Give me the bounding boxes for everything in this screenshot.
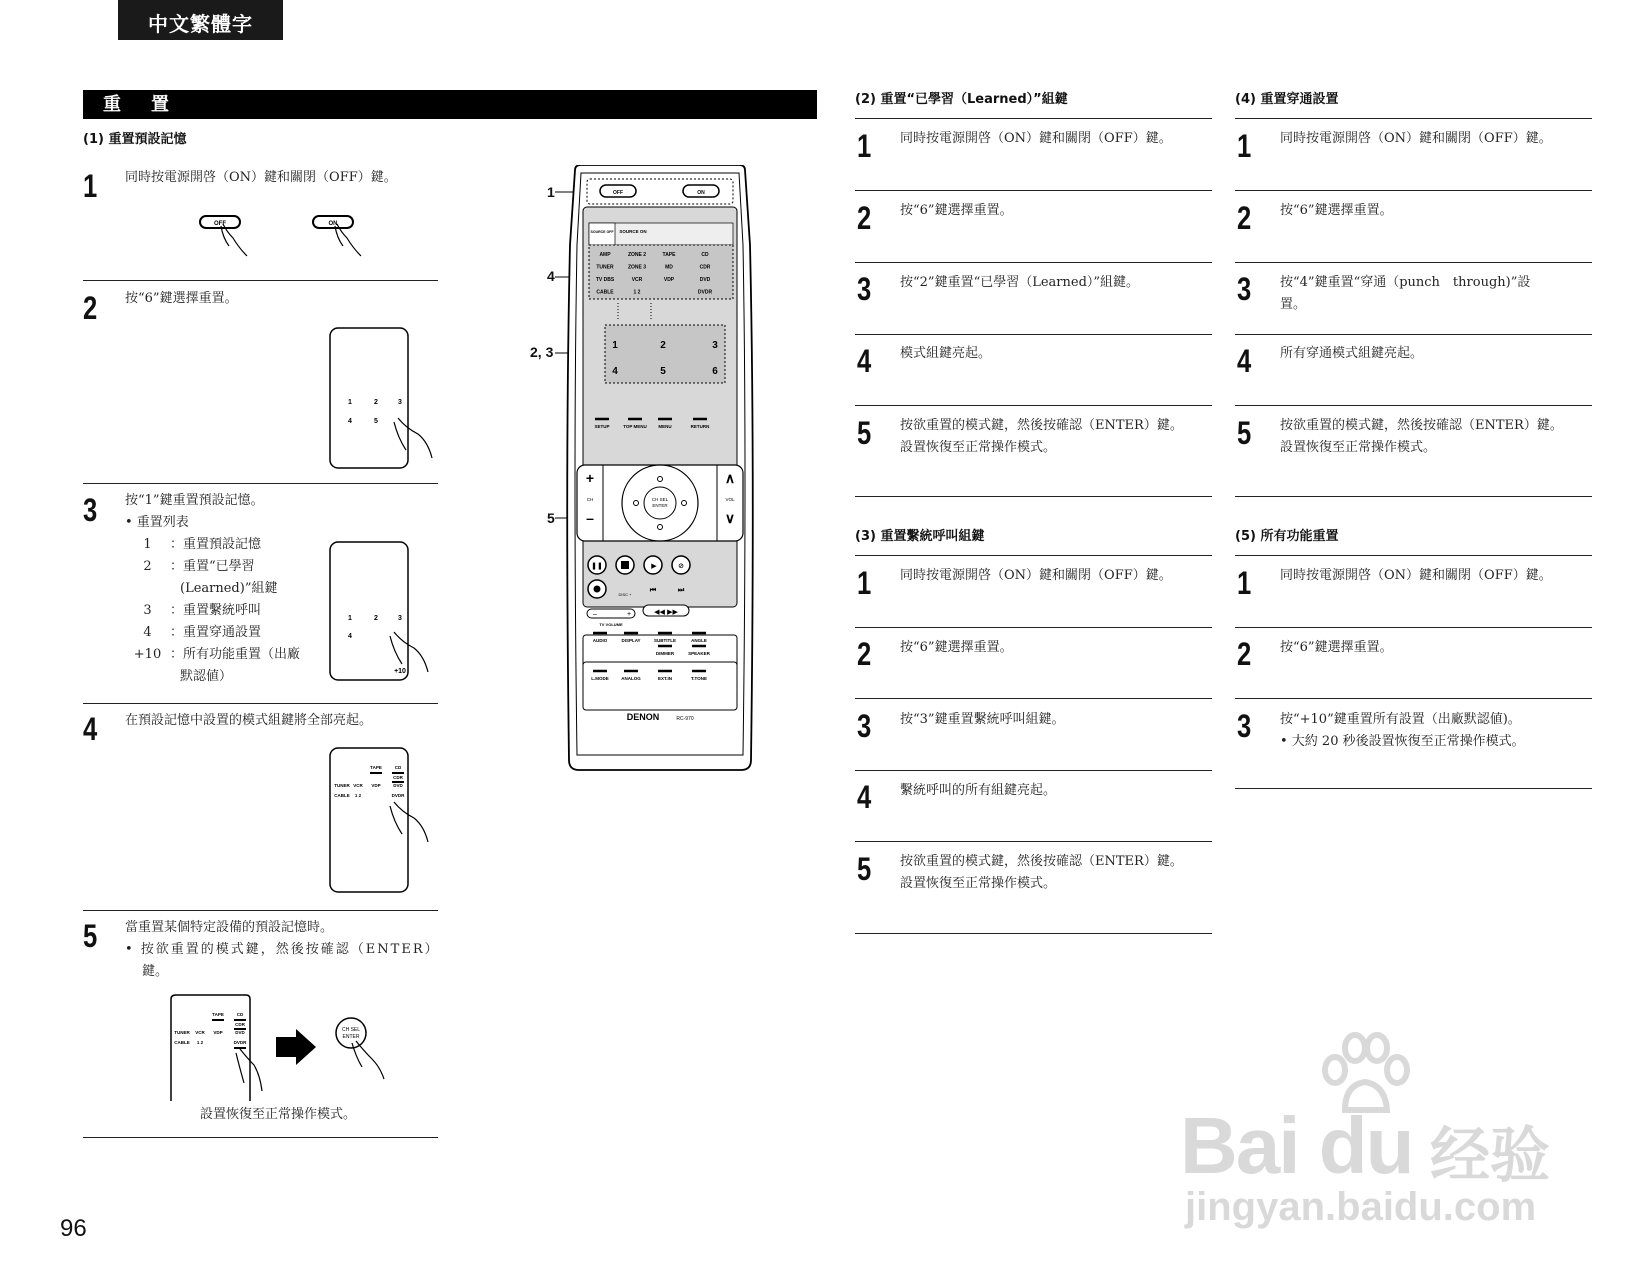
skip-forward-icon: ⏭ xyxy=(677,586,685,594)
function-key: DIMMER xyxy=(655,651,675,656)
dvdr-label: DVDR xyxy=(233,1040,247,1045)
source-key: CABLE xyxy=(596,289,614,296)
source-key: TAPE xyxy=(662,252,676,258)
step-text-cont: 設置恢復至正常操作模式。 xyxy=(900,440,1057,455)
list-key xyxy=(125,578,180,600)
step-text-cont: 設置恢復至正常操作模式。 xyxy=(1280,440,1437,455)
cable-label: CABLE xyxy=(334,793,350,798)
function-key: DISPLAY xyxy=(621,638,641,643)
list-label: 默認値） xyxy=(180,669,233,684)
step-text: 同時按電源開啓（ON）鍵和關閉（OFF）鍵。 xyxy=(900,568,1172,583)
source-key: VDP xyxy=(663,277,675,283)
play-icon: ▶ xyxy=(651,562,657,570)
key-3: 3 xyxy=(398,615,402,622)
vdp-label: VDP xyxy=(371,783,381,788)
step-text: 按欲重置的模式鍵，然後按確認（ENTER）鍵。 xyxy=(1280,418,1563,433)
step-text: 按“3”鍵重置繫統呼叫組鍵。 xyxy=(900,712,1065,727)
reset-list xyxy=(125,534,300,688)
divider xyxy=(83,483,438,484)
brand-logo: DENON xyxy=(626,712,660,722)
source-key: DVDR xyxy=(697,289,713,296)
dvd-label: DVD xyxy=(235,1030,245,1035)
cdr-label: CDR xyxy=(235,1022,245,1027)
step-text: 同時按電源開啓（ON）鍵和關閉（OFF）鍵。 xyxy=(125,170,397,185)
minus-icon: – xyxy=(586,510,594,526)
step-text: 按“2”鍵重置“已學習（Learned）”組鍵。 xyxy=(900,275,1140,290)
list-key: +10 xyxy=(133,647,162,662)
step-text: 按“6”鍵選擇重置。 xyxy=(1280,203,1393,218)
divider xyxy=(1235,496,1592,497)
source-on-label: SOURCE ON xyxy=(619,229,647,234)
remote-ch-sel-label: CH SEL xyxy=(651,497,669,502)
rewind-forward-icon: ◀◀ ▶▶ xyxy=(654,608,678,616)
mute-icon: ⊘ xyxy=(678,562,684,570)
source-key: VCR xyxy=(631,277,643,283)
function-key: T.TONE xyxy=(691,676,707,681)
number-key: 2 xyxy=(660,340,666,351)
list-label: ：重置繫統呼叫 xyxy=(170,603,262,618)
source-off-label: SOURCE OFF xyxy=(590,230,614,234)
source-key: ZONE 3 xyxy=(627,264,647,271)
key-1: 1 xyxy=(348,399,352,406)
remote-off-label: OFF xyxy=(613,190,623,196)
step-number: 3 xyxy=(1237,271,1252,307)
subtitle-reset-preset: (1) 重置預設記憶 xyxy=(83,132,187,147)
list-label: ：重置“已學習 xyxy=(170,559,255,574)
step-number: 5 xyxy=(857,415,872,451)
section-title: 重 置 xyxy=(83,90,817,119)
step-text: 按“6”鍵選擇重置。 xyxy=(1280,640,1393,655)
step-text-cont: 設置恢復至正常操作模式。 xyxy=(900,876,1057,891)
number-key: 4 xyxy=(612,366,618,377)
tv-vol-minus-icon: – xyxy=(593,611,597,618)
step-number: 1 xyxy=(857,128,872,164)
step-text: 按“4”鍵重置“穿通（punch through)”設 xyxy=(1280,275,1531,290)
callout-1: 1 xyxy=(547,184,555,200)
step-number: 1 xyxy=(83,168,98,204)
remote-enter-label: ENTER xyxy=(652,503,668,508)
cd-label: CD xyxy=(236,1012,244,1017)
plus-icon: + xyxy=(585,470,595,486)
source-key: TV DBS xyxy=(595,277,615,283)
pause-icon: ❚❚ xyxy=(591,562,603,570)
step-number: 5 xyxy=(83,918,98,954)
source-key: CD xyxy=(701,252,709,258)
divider xyxy=(1235,118,1592,119)
remote-screen-illustration xyxy=(328,540,438,685)
watermark-logo: Bai du xyxy=(1180,1101,1413,1190)
step-number: 2 xyxy=(1237,200,1252,236)
source-key: MD xyxy=(665,264,673,271)
list-key: 2 xyxy=(143,559,152,574)
callout-2-3: 2, 3 xyxy=(530,344,554,360)
divider xyxy=(855,334,1212,335)
vcr-label: VCR xyxy=(195,1030,205,1035)
step-text: 按欲重置的模式鍵，然後按確認（ENTER）鍵。 xyxy=(900,854,1183,869)
subtitle-reset-punch-through: (4) 重置穿通設置 xyxy=(1235,92,1339,107)
key-1: 1 xyxy=(348,615,352,622)
step-text: 按“6”鍵選擇重置。 xyxy=(900,203,1013,218)
step-number: 1 xyxy=(1237,128,1252,164)
divider xyxy=(1235,788,1592,789)
tv-volume-label: TV VOLUME xyxy=(599,622,623,627)
divider xyxy=(855,496,1212,497)
ch-label: CH xyxy=(586,497,594,502)
key-4: 4 xyxy=(348,633,352,640)
model-label: RC-970 xyxy=(676,716,694,722)
step-number: 5 xyxy=(1237,415,1252,451)
step-text: 按欲重置的模式鍵，然後按確認（ENTER）鍵。 xyxy=(900,418,1183,433)
divider xyxy=(1235,698,1592,699)
tv-vol-plus-icon: + xyxy=(627,611,632,618)
divider xyxy=(1235,555,1592,556)
step-number: 3 xyxy=(1237,708,1252,744)
function-key: EXT.IN xyxy=(657,676,673,681)
cdr-label: CDR xyxy=(393,775,403,780)
divider xyxy=(83,910,438,911)
function-key: AUDIO xyxy=(592,638,608,643)
step-bullet: • 按欲重置的模式鍵，然後按確認（ENTER） xyxy=(125,942,440,957)
number-key: 6 xyxy=(712,366,718,377)
vcr-label: VCR xyxy=(353,783,363,788)
step-text: 模式組鍵亮起。 xyxy=(900,346,992,361)
step-number: 1 xyxy=(1237,565,1252,601)
step-number: 2 xyxy=(1237,636,1252,672)
step-text: 按“1”鍵重置預設記憶。 xyxy=(125,493,264,508)
enter-label: ENTER xyxy=(342,1034,360,1040)
subtitle-reset-learned: (2) 重置“已學習（Learned）”組鍵 xyxy=(855,92,1068,107)
remote-on-label: ON xyxy=(697,190,705,196)
source-key: DVD xyxy=(699,277,711,283)
disc-label: DISC + xyxy=(618,592,632,597)
remote-control-illustration xyxy=(555,165,765,775)
divider xyxy=(1235,405,1592,406)
cable-label: CABLE xyxy=(174,1040,190,1045)
reset-list-heading: • 重置列表 xyxy=(125,515,189,530)
step-bullet: • 大約 20 秒後設置恢復至正常操作模式。 xyxy=(1280,734,1525,749)
step-text: 同時按電源開啓（ON）鍵和關閉（OFF）鍵。 xyxy=(900,131,1172,146)
tuner-label: TUNER xyxy=(334,783,350,788)
list-label: ：重置預設記憶 xyxy=(170,537,262,552)
down-chevron-icon: ∨ xyxy=(724,510,736,526)
watermark xyxy=(1180,1030,1580,1230)
source-key: AMP xyxy=(599,252,611,258)
divider xyxy=(1235,262,1592,263)
on-label: ON xyxy=(328,221,338,227)
divider xyxy=(1235,627,1592,628)
list-key xyxy=(125,666,180,688)
remote-screen-illustration xyxy=(328,326,438,471)
vol-label: VOL xyxy=(725,497,735,502)
key-plus10: +10 xyxy=(394,668,406,675)
divider xyxy=(855,698,1212,699)
step-number: 1 xyxy=(857,565,872,601)
remote-screen-illustration xyxy=(328,746,438,896)
divider xyxy=(855,190,1212,191)
off-label: OFF xyxy=(214,221,226,227)
tuner-label: TUNER xyxy=(174,1030,190,1035)
key-5: 5 xyxy=(374,418,378,425)
list-key: 4 xyxy=(143,625,152,640)
step-number: 5 xyxy=(857,851,872,887)
step-text: 繫統呼叫的所有組鍵亮起。 xyxy=(900,783,1057,798)
one2-label: 1 2 xyxy=(196,1040,204,1045)
divider xyxy=(855,405,1212,406)
list-label: ：所有功能重置（出廠 xyxy=(170,647,301,662)
step-text: 按“+10”鍵重置所有設置（出廠默認値)。 xyxy=(1280,712,1521,727)
number-key: 5 xyxy=(660,366,666,377)
source-key: CDR xyxy=(699,264,711,271)
step-text: 同時按電源開啓（ON）鍵和關閉（OFF）鍵。 xyxy=(1280,131,1552,146)
step-number: 4 xyxy=(857,343,872,379)
menu-key: SETUP xyxy=(594,424,610,429)
step-bullet-cont: 鍵。 xyxy=(142,964,169,979)
step-number: 3 xyxy=(857,271,872,307)
number-key: 1 xyxy=(612,340,618,351)
step-text: 在預設記憶中設置的模式組鍵將全部亮起。 xyxy=(125,713,373,728)
page-number: 96 xyxy=(60,1215,87,1242)
list-label: ：重置穿通設置 xyxy=(170,625,262,640)
step-number: 4 xyxy=(83,711,98,747)
divider xyxy=(83,703,438,704)
menu-key: RETURN xyxy=(690,424,710,429)
step-text: 按“6”鍵選擇重置。 xyxy=(125,291,238,306)
source-key: ZONE 2 xyxy=(627,252,647,258)
caption: 設置恢復至正常操作模式。 xyxy=(200,1107,357,1122)
up-chevron-icon: ∧ xyxy=(724,470,736,486)
step-text: 所有穿通模式組鍵亮起。 xyxy=(1280,346,1424,361)
one2-label: 1 2 xyxy=(354,793,362,798)
function-key: ANALOG xyxy=(621,676,641,681)
menu-key: TOP MENU xyxy=(623,424,647,429)
ch-sel-label: CH SEL xyxy=(341,1027,361,1033)
list-key: 3 xyxy=(143,603,152,618)
off-on-buttons-illustration xyxy=(195,210,395,260)
subtitle-reset-system-call: (3) 重置繫統呼叫組鍵 xyxy=(855,529,985,544)
divider xyxy=(83,280,438,281)
list-label: (Learned)”組鍵 xyxy=(180,581,278,596)
list-key: 1 xyxy=(143,537,152,552)
watermark-cn: 经验 xyxy=(1430,1121,1550,1191)
step-text: 按“6”鍵選擇重置。 xyxy=(900,640,1013,655)
step-text-cont: 置。 xyxy=(1280,297,1307,312)
divider xyxy=(1235,190,1592,191)
divider xyxy=(855,841,1212,842)
step-number: 4 xyxy=(857,779,872,815)
step-number: 2 xyxy=(857,200,872,236)
divider xyxy=(1235,334,1592,335)
step-number: 4 xyxy=(1237,343,1252,379)
watermark-url: jingyan.baidu.com xyxy=(1185,1185,1537,1229)
key-2: 2 xyxy=(374,615,378,622)
dvdr-label: DVDR xyxy=(391,793,405,798)
divider xyxy=(83,1137,438,1138)
divider xyxy=(855,262,1212,263)
step-number: 2 xyxy=(83,290,98,326)
function-key: SPEAKER xyxy=(688,651,710,656)
function-key: L.MODE xyxy=(591,676,609,681)
tape-label: TAPE xyxy=(370,765,382,770)
divider xyxy=(855,770,1212,771)
divider xyxy=(855,118,1212,119)
divider xyxy=(855,555,1212,556)
step-number: 3 xyxy=(857,708,872,744)
dvd-label: DVD xyxy=(393,783,403,788)
step-text: 同時按電源開啓（ON）鍵和關閉（OFF）鍵。 xyxy=(1280,568,1552,583)
source-key: TUNER xyxy=(596,264,614,271)
function-key: SUBTITLE xyxy=(654,638,676,643)
cd-label: CD xyxy=(394,765,402,770)
tape-label: TAPE xyxy=(212,1012,224,1017)
step-text: 當重置某個特定設備的預設記憶時。 xyxy=(125,920,334,935)
callout-5: 5 xyxy=(547,510,555,526)
key-2: 2 xyxy=(374,399,378,406)
number-key: 3 xyxy=(712,340,718,351)
key-3: 3 xyxy=(398,399,402,406)
skip-back-icon: ⏮ xyxy=(649,586,657,594)
callout-4: 4 xyxy=(547,268,555,284)
step-number: 2 xyxy=(857,636,872,672)
divider xyxy=(855,627,1212,628)
language-tab: 中文繁體字 xyxy=(118,0,283,40)
key-4: 4 xyxy=(348,418,352,425)
enter-illustration xyxy=(168,993,408,1105)
divider xyxy=(855,933,1212,934)
source-key: 1 2 xyxy=(633,289,641,296)
subtitle-reset-all: (5) 所有功能重置 xyxy=(1235,529,1339,544)
function-key: ANGLE xyxy=(691,638,707,643)
step-number: 3 xyxy=(83,492,98,528)
vdp-label: VDP xyxy=(213,1030,223,1035)
menu-key: MENU xyxy=(658,424,672,429)
